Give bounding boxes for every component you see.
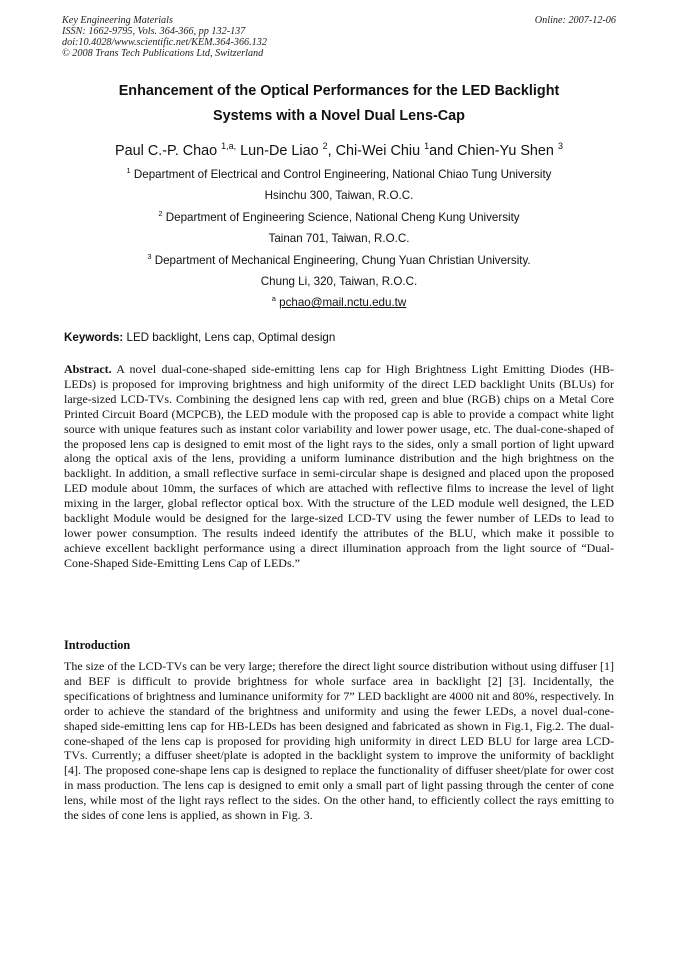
email-sup: a	[271, 294, 276, 304]
paper-title	[40, 79, 638, 129]
title-line-1: Enhancement of the Optical Performances for the LED Backlight	[118, 83, 560, 99]
author-4-sup: 3	[557, 141, 563, 151]
journal-name: Key Engineering Materials	[62, 15, 173, 26]
abstract-text: A novel dual-cone-shaped side-emitting lens cap for High Brightness Light Emitting Diodes (HB-LEDs) is proposed for improving brightness and high uniformity of the direct LED backlight Units (BLUs) for large-sized LCD-TVs. Combining the designed lens cap with red, green and blue (RGB) chips on a Metal Core Printed Circuit Board (MCPCB), the LED module with the proposed cap is able to provide a compact white light source with unique features such as instant color variability and lower power usage, etc. The dual-cone-shaped of the proposed lens cap is designed to emit most of the light rays to the sides, only a small portion of light upward along the optical axis of the lens, providing a uniform luminance distribution and the high brightness on the backlight. In addition, a small reflective surface in semi-circular shape is designed and placed upon the proposed LED module about 10mm, the surfaces of which are attached with reflective films to increase the level of light mixing in the larger, global reflector optical box. With the structure of the LED module well designed, the LED backlight Module would be designed for the large-sized LCD-TV using the fewer number of LEDs to lead to lower power consumption. The results indeed identify the attributes of the BLU, which make it possible to achieve excellent backlight performance using a direct illumination approach from the light source of “Dual-Cone-Shaped Side-Emitting Lens Cap of LEDs.”	[64, 362, 614, 570]
email-link[interactable]: pchao@mail.nctu.edu.tw	[279, 296, 407, 310]
introduction-text: The size of the LCD-TVs can be very large; therefore the direct light source distribution without using diffuser [1] and BEF is difficult to provide brightness for whole surface area in backlight [2] [3]. Incidentally, the specifications of brightness and luminance uniformity for 7” LED backlight are 4000 nit and 80%, respectively. In order to achieve the standard of the brightness and uniformity and using the fewer LEDs, a novel dual-cone-shaped side-emitting lens cap for HB-LEDs has been designed and fabricated as shown in Fig.1, Fig.2. The dual-cone-shaped of the lens cap is proposed for providing high uniformity in direct LED BLU for large area LCD-TVs. Currently; a diffuser sheet/plate is adopted in the backlight system to improve the uniformity of backlight [4]. The proposed cone-shape lens cap is designed to replace the functionality of diffuser sheet/plate for ower cost in mass production. The lens cap is designed to emit only a small part of light passing through the center of cone lens, while most of the light rays reflect to the sides. On the other hand, to efficiently collect the rays emitting to the sides of cone lens is applied, as shown in Fig. 3.	[64, 659, 614, 823]
keywords-label: Keywords:	[64, 331, 124, 344]
keywords	[64, 330, 614, 346]
issn-line: ISSN: 1662-9795, Vols. 364-366, pp 132-137	[62, 26, 246, 37]
affiliation-2-line-2: Tainan 701, Taiwan, R.O.C.	[268, 232, 410, 246]
author-3-sup: 1	[424, 141, 430, 151]
affiliation-3-sup: 3	[147, 251, 152, 261]
affiliation-3	[40, 250, 638, 271]
email-line	[40, 292, 638, 313]
abstract-label: Abstract.	[64, 362, 112, 376]
doi-line: doi:10.4028/www.scientific.net/KEM.364-366.132	[62, 37, 267, 48]
affiliation-1	[40, 164, 638, 185]
author-2: Lun-De Liao	[236, 143, 323, 159]
author-4: and Chien-Yu Shen	[429, 143, 558, 159]
author-3: , Chi-Wei Chiu	[327, 143, 425, 159]
affiliations	[40, 164, 638, 314]
online-date: Online: 2007-12-06	[534, 15, 616, 26]
affiliation-2-line-1: Department of Engineering Science, National Cheng Kung University	[162, 210, 520, 224]
title-line-2: Systems with a Novel Dual Lens-Cap	[213, 108, 465, 124]
author-2-sup: 2	[322, 141, 328, 151]
introduction-heading: Introduction	[64, 638, 131, 652]
affiliation-2	[40, 207, 638, 228]
affiliation-3-line-2: Chung Li, 320, Taiwan, R.O.C.	[260, 275, 418, 289]
affiliation-2-sup: 2	[158, 208, 163, 218]
affiliation-1-sup: 1	[126, 166, 131, 175]
abstract	[64, 362, 614, 571]
keywords-text: LED backlight, Lens cap, Optimal design	[123, 331, 336, 344]
author-list	[40, 140, 638, 162]
affiliation-1-line-1: Department of Electrical and Control Engineering, National Chiao Tung University	[130, 168, 552, 181]
page-header	[62, 15, 616, 59]
author-1-sup: 1,a,	[221, 141, 237, 151]
affiliation-3-line-1: Department of Mechanical Engineering, Chung Yuan Christian University.	[151, 253, 531, 267]
affiliation-1-line-2: Hsinchu 300, Taiwan, R.O.C.	[264, 189, 414, 203]
copyright-line: © 2008 Trans Tech Publications Ltd, Switzerland	[62, 48, 264, 59]
author-1: Paul C.-P. Chao	[115, 143, 222, 159]
